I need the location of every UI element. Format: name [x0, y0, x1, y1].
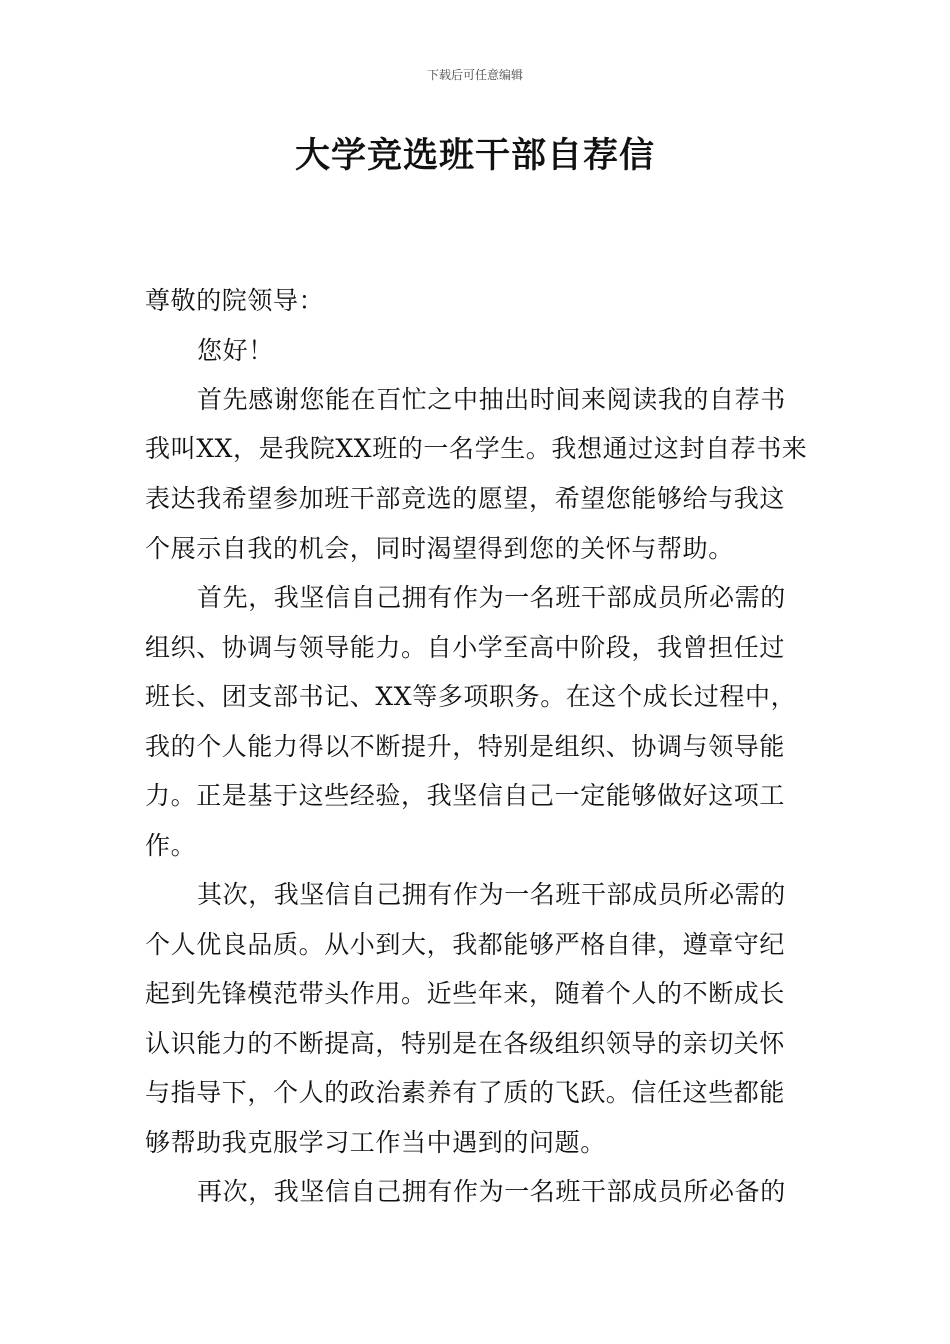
body-line: 个人优良品质。从小到大，我都能够严格自律，遵章守纪: [145, 930, 786, 959]
body-line: 个展示自我的机会，同时渴望得到您的关怀与帮助。: [145, 534, 734, 563]
body-line: 其次，我坚信自己拥有作为一名班干部成员所必需的: [197, 880, 786, 909]
greeting: 您好！: [197, 336, 274, 365]
body-line: 班长、团支部书记、XX等多项职务。在这个成长过程中，: [145, 682, 797, 711]
body-line: 我的个人能力得以不断提升，特别是组织、协调与领导能: [145, 732, 786, 761]
document-title: 大学竞选班干部自荐信: [294, 136, 655, 176]
body-line: 再次，我坚信自己拥有作为一名班干部成员所必备的: [197, 1177, 786, 1206]
body-line: 首先感谢您能在百忙之中抽出时间来阅读我的自荐书: [197, 385, 786, 414]
salutation: 尊敬的院领导：: [145, 286, 325, 315]
body-line: 力。正是基于这些经验，我坚信自己一定能够做好这项工: [145, 781, 786, 810]
body-line: 我叫XX，是我院XX班的一名学生。我想通过这封自荐书来: [145, 434, 808, 463]
body-line: 起到先锋模范带头作用。近些年来，随着个人的不断成长: [145, 979, 786, 1008]
body-line: 认识能力的不断提高，特别是在各级组织领导的亲切关怀: [145, 1029, 786, 1058]
body-line: 与指导下，个人的政治素养有了质的飞跃。信任这些都能: [145, 1078, 786, 1107]
body-line: 作。: [145, 831, 197, 860]
body-line: 首先，我坚信自己拥有作为一名班干部成员所必需的: [197, 583, 786, 612]
body-line: 表达我希望参加班干部竞选的愿望，希望您能够给与我这: [145, 484, 786, 513]
body-line: 组织、协调与领导能力。自小学至高中阶段，我曾担任过: [145, 633, 786, 662]
body-line: 够帮助我克服学习工作当中遇到的问题。: [145, 1128, 606, 1157]
header-note: 下载后可任意编辑: [426, 68, 523, 82]
